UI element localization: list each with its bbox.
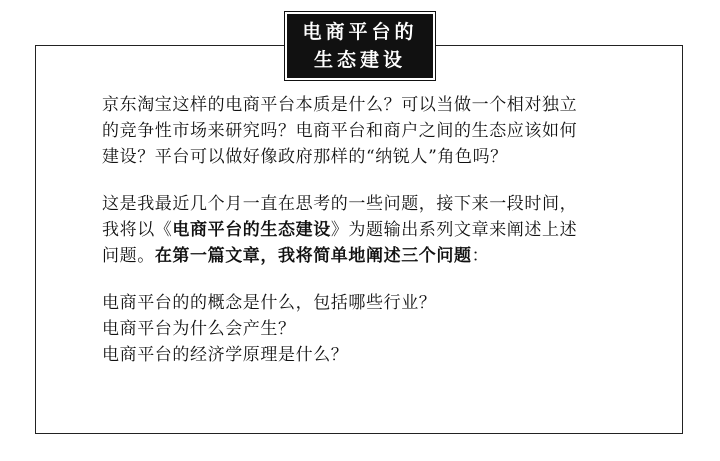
paragraph-gap — [102, 170, 662, 191]
title-line-1: 电商平台的 — [302, 21, 418, 43]
article-intro — [102, 92, 662, 368]
series-title-bold: 电商平台的生态建设 — [172, 220, 331, 240]
question-list — [102, 290, 662, 368]
paragraph-line — [102, 217, 662, 243]
question-item: 电商平台的经济学原理是什么？ — [102, 345, 349, 365]
paragraph-line: 京东淘宝这样的电商平台本质是什么？可以当做一个相对独立 — [102, 95, 578, 115]
paragraph-questions — [102, 92, 662, 170]
text-span: 》为题输出系列文章来阐述上述 — [330, 220, 578, 240]
title-banner — [285, 12, 435, 80]
emphasis-bold: 在第一篇文章，我将简单地阐述三个问题 — [154, 246, 472, 266]
paragraph-line: 建设？平台可以做好像政府那样的“纳锐人”角色吗？ — [102, 147, 508, 167]
question-item: 电商平台为什么会产生？ — [102, 319, 296, 339]
paragraph-gap — [102, 269, 662, 290]
paragraph-line: 这是我最近几个月一直在思考的一些问题，接下来一段时间， — [102, 194, 578, 214]
question-item: 电商平台的的概念是什么，包括哪些行业？ — [102, 293, 437, 313]
paragraph-series-intro — [102, 191, 662, 269]
paragraph-line — [102, 243, 662, 269]
text-span: 我将以《 — [102, 220, 173, 240]
text-span: 问题。 — [102, 246, 155, 266]
text-span: ： — [471, 246, 490, 266]
paragraph-line: 的竞争性市场来研究吗？电商平台和商户之间的生态应该如何 — [102, 121, 578, 141]
title-line-2: 生态建设 — [313, 49, 406, 71]
